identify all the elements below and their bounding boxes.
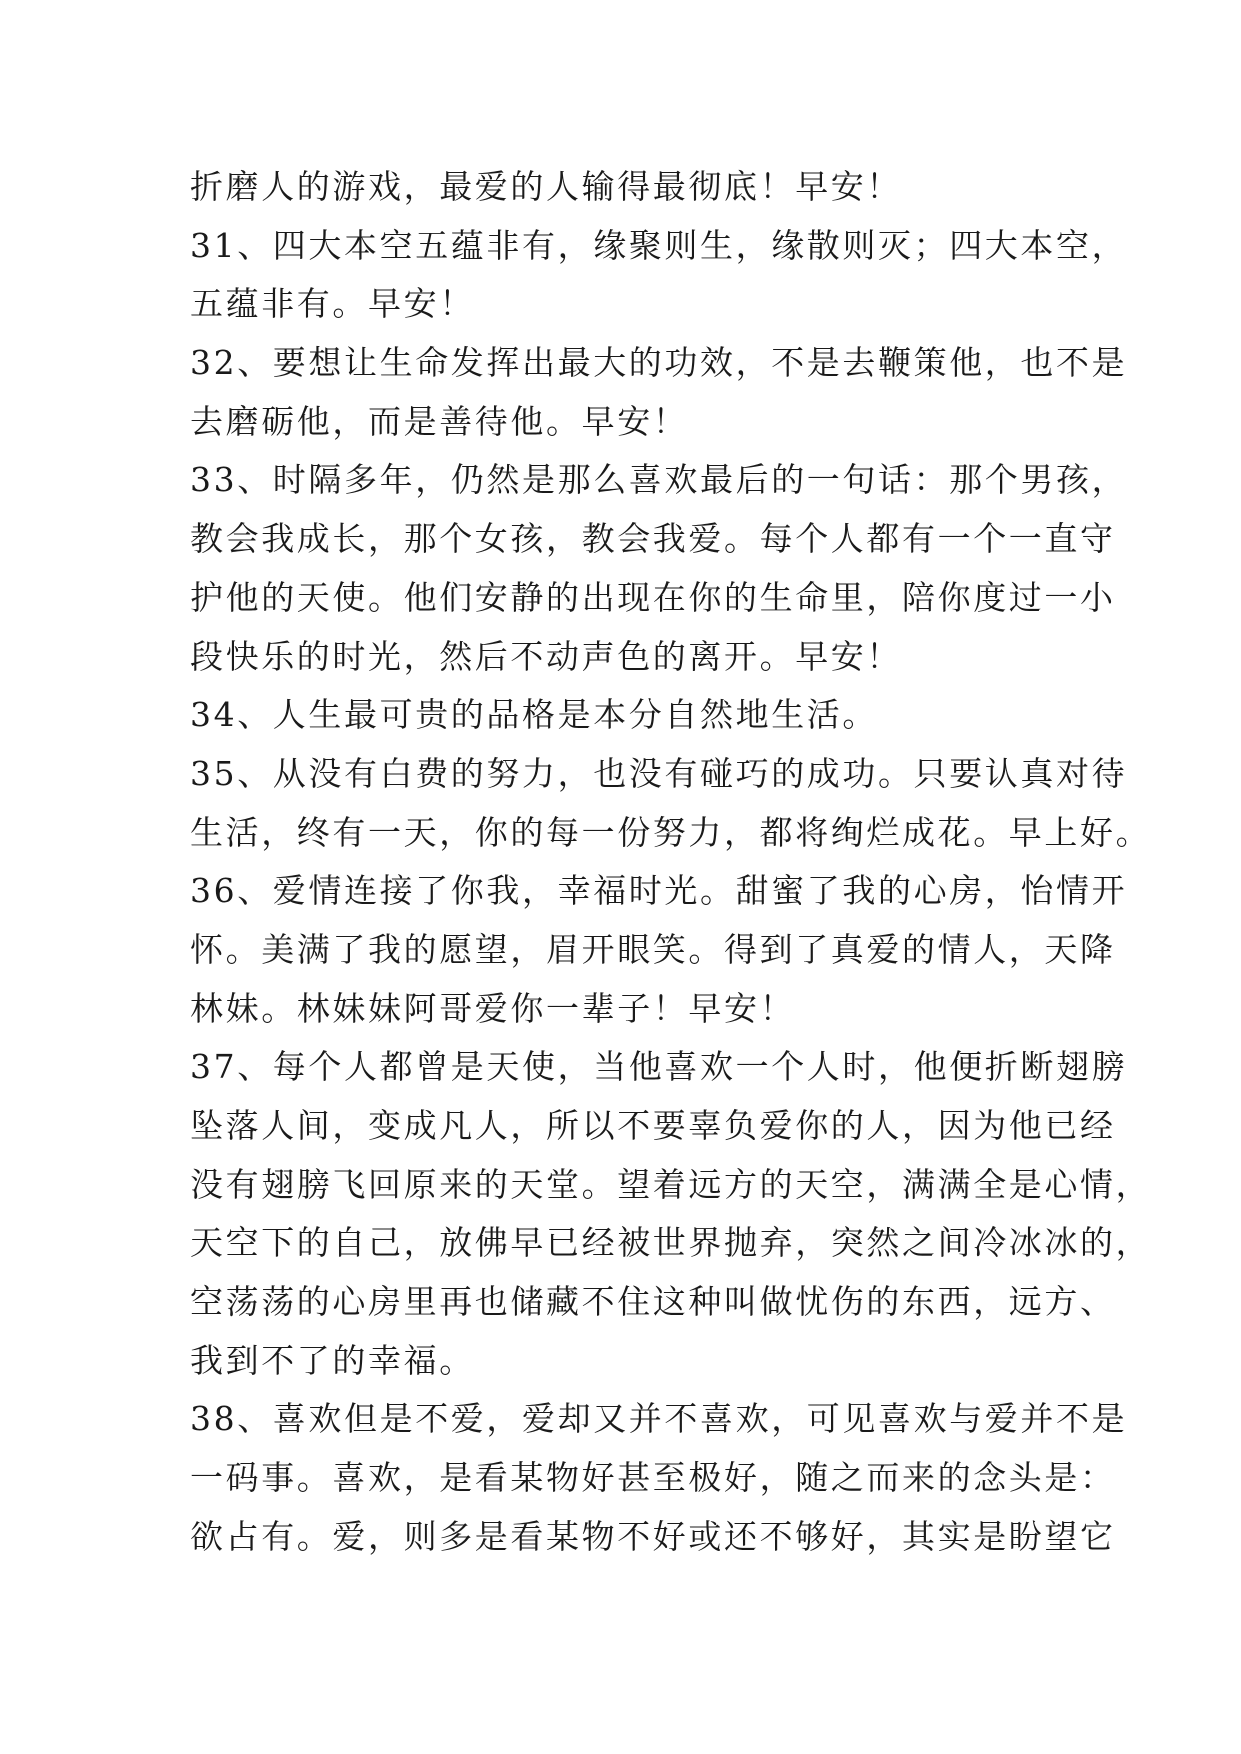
- text-line: 坠落人间，变成凡人，所以不要辜负爱你的人，因为他已经: [190, 1106, 1116, 1145]
- text-line: 37、每个人都曾是天使，当他喜欢一个人时，他便折断翅膀: [190, 1047, 1128, 1087]
- text-line: 护他的天使。他们安静的出现在你的生命里，陪你度过一小: [190, 577, 1116, 617]
- text-line: 31、四大本空五蕴非有，缘聚则生，缘散则灭；四大本空，: [190, 225, 1128, 265]
- text-line: 38、喜欢但是不爱，爱却又并不喜欢，可见喜欢与爱并不是: [190, 1399, 1128, 1439]
- text-line: 空荡荡的心房里再也储藏不住这种叫做忧伤的东西，远方、: [190, 1282, 1116, 1322]
- text-line: 林妹。林妹妹阿哥爱你一辈子！早安！: [190, 988, 796, 1028]
- text-line: 一码事。喜欢，是看某物好甚至极好，随之而来的念头是：: [190, 1458, 1116, 1498]
- document-body: [190, 158, 1152, 1567]
- text-line: 36、爱情连接了你我，幸福时光。甜蜜了我的心房，怡情开: [190, 871, 1128, 911]
- text-line: 34、人生最可贵的品格是本分自然地生活。: [190, 695, 878, 735]
- text-line: 没有翅膀飞回原来的天堂。望着远方的天空，满满全是心情，: [190, 1164, 1152, 1204]
- text-line: 32、要想让生命发挥出最大的功效，不是去鞭策他，也不是: [190, 343, 1128, 383]
- text-line: 去磨砺他，而是善待他。早安！: [190, 401, 689, 441]
- text-line: 天空下的自己，放佛早已经被世界抛弃，突然之间冷冰冰的，: [190, 1223, 1152, 1263]
- text-line: 怀。美满了我的愿望，眉开眼笑。得到了真爱的情人，天降: [190, 929, 1116, 969]
- text-line: 欲占有。爱，则多是看某物不好或还不够好，其实是盼望它: [190, 1516, 1116, 1556]
- text-line: 33、时隔多年，仍然是那么喜欢最后的一句话：那个男孩，: [190, 460, 1128, 500]
- text-line: 教会我成长，那个女孩，教会我爱。每个人都有一个一直守: [190, 519, 1116, 559]
- text-line: 段快乐的时光，然后不动声色的离开。早安！: [190, 636, 902, 676]
- text-line: 我到不了的幸福。: [190, 1340, 475, 1380]
- text-line: 折磨人的游戏，最爱的人输得最彻底！早安！: [190, 167, 902, 206]
- text-line: 五蕴非有。早安！: [190, 284, 475, 324]
- text-line: 生活，终有一天，你的每一份努力，都将绚烂成花。早上好。: [190, 812, 1152, 852]
- text-line: 35、从没有白费的努力，也没有碰巧的成功。只要认真对待: [190, 753, 1128, 793]
